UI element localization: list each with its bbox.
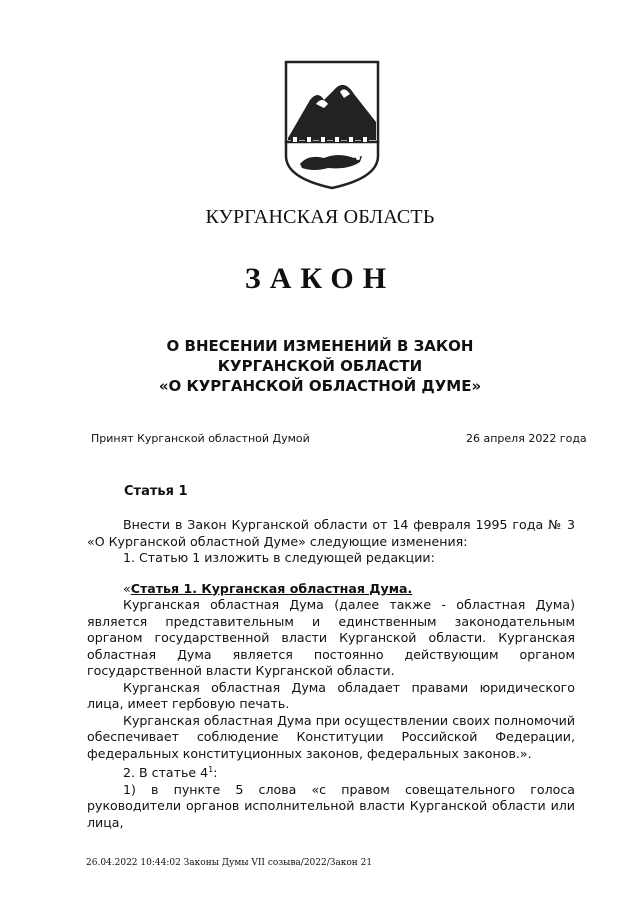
subtitle-line: О ВНЕСЕНИИ ИЗМЕНЕНИЙ В ЗАКОН bbox=[166, 337, 474, 355]
article-heading: Статья 1 bbox=[124, 484, 188, 499]
list-item-text: 2. В статье 4 bbox=[123, 765, 209, 781]
footer-stamp: 26.04.2022 10:44:02 Законы Думы VII созыва/2022/Закон 21 bbox=[86, 858, 373, 868]
subtitle-line: КУРГАНСКОЙ ОБЛАСТИ bbox=[217, 357, 423, 375]
adoption-date: 26 апреля 2022 года bbox=[466, 432, 587, 445]
list-item-suffix: : bbox=[213, 765, 218, 781]
article-body bbox=[87, 517, 575, 831]
new-article-heading bbox=[87, 581, 575, 598]
new-article-title: Статья 1. Курганская областная Дума. bbox=[130, 580, 413, 596]
superscript: 1 bbox=[208, 765, 214, 774]
quote-mark: « bbox=[123, 580, 131, 596]
paragraph: Курганская областная Дума обладает правами юридического лица, имеет гербовую печать. bbox=[87, 679, 575, 711]
article-intro: Внести в Закон Курганской области от 14 февраля 1995 года № 3 «О Курганской областной Думе» следующие изменения: bbox=[87, 517, 575, 549]
subtitle-line: «О КУРГАНСКОЙ ОБЛАСТНОЙ ДУМЕ» bbox=[158, 377, 482, 395]
adopted-by-text: Принят Курганской областной Думой bbox=[91, 432, 310, 445]
sub-list-item: 1) в пункте 5 слова «с правом совещательного голоса руководители органов исполнительной власти Курганской области или лица, bbox=[87, 781, 575, 830]
paragraph: Курганская областная Дума (далее также - областная Дума) является представительным и единственным законодательным органом государственной власти Курганской области. Курганская областная Дума является постоянно действующим органом государственной власти Курганской области. bbox=[87, 597, 575, 678]
list-item bbox=[87, 762, 575, 782]
list-item: 1. Статью 1 изложить в следующей редакции: bbox=[123, 550, 435, 565]
document-type-title: ЗАКОН bbox=[244, 262, 396, 295]
region-title: КУРГАНСКАЯ ОБЛАСТЬ bbox=[205, 206, 435, 228]
law-subtitle bbox=[0, 336, 640, 396]
paragraph: Курганская областная Дума при осуществлении своих полномочий обеспечивает соблюдение Конституции Российской Федерации, федеральных конституционных законов, федеральных законов.». bbox=[87, 712, 575, 761]
coat-of-arms-logo bbox=[278, 60, 384, 190]
